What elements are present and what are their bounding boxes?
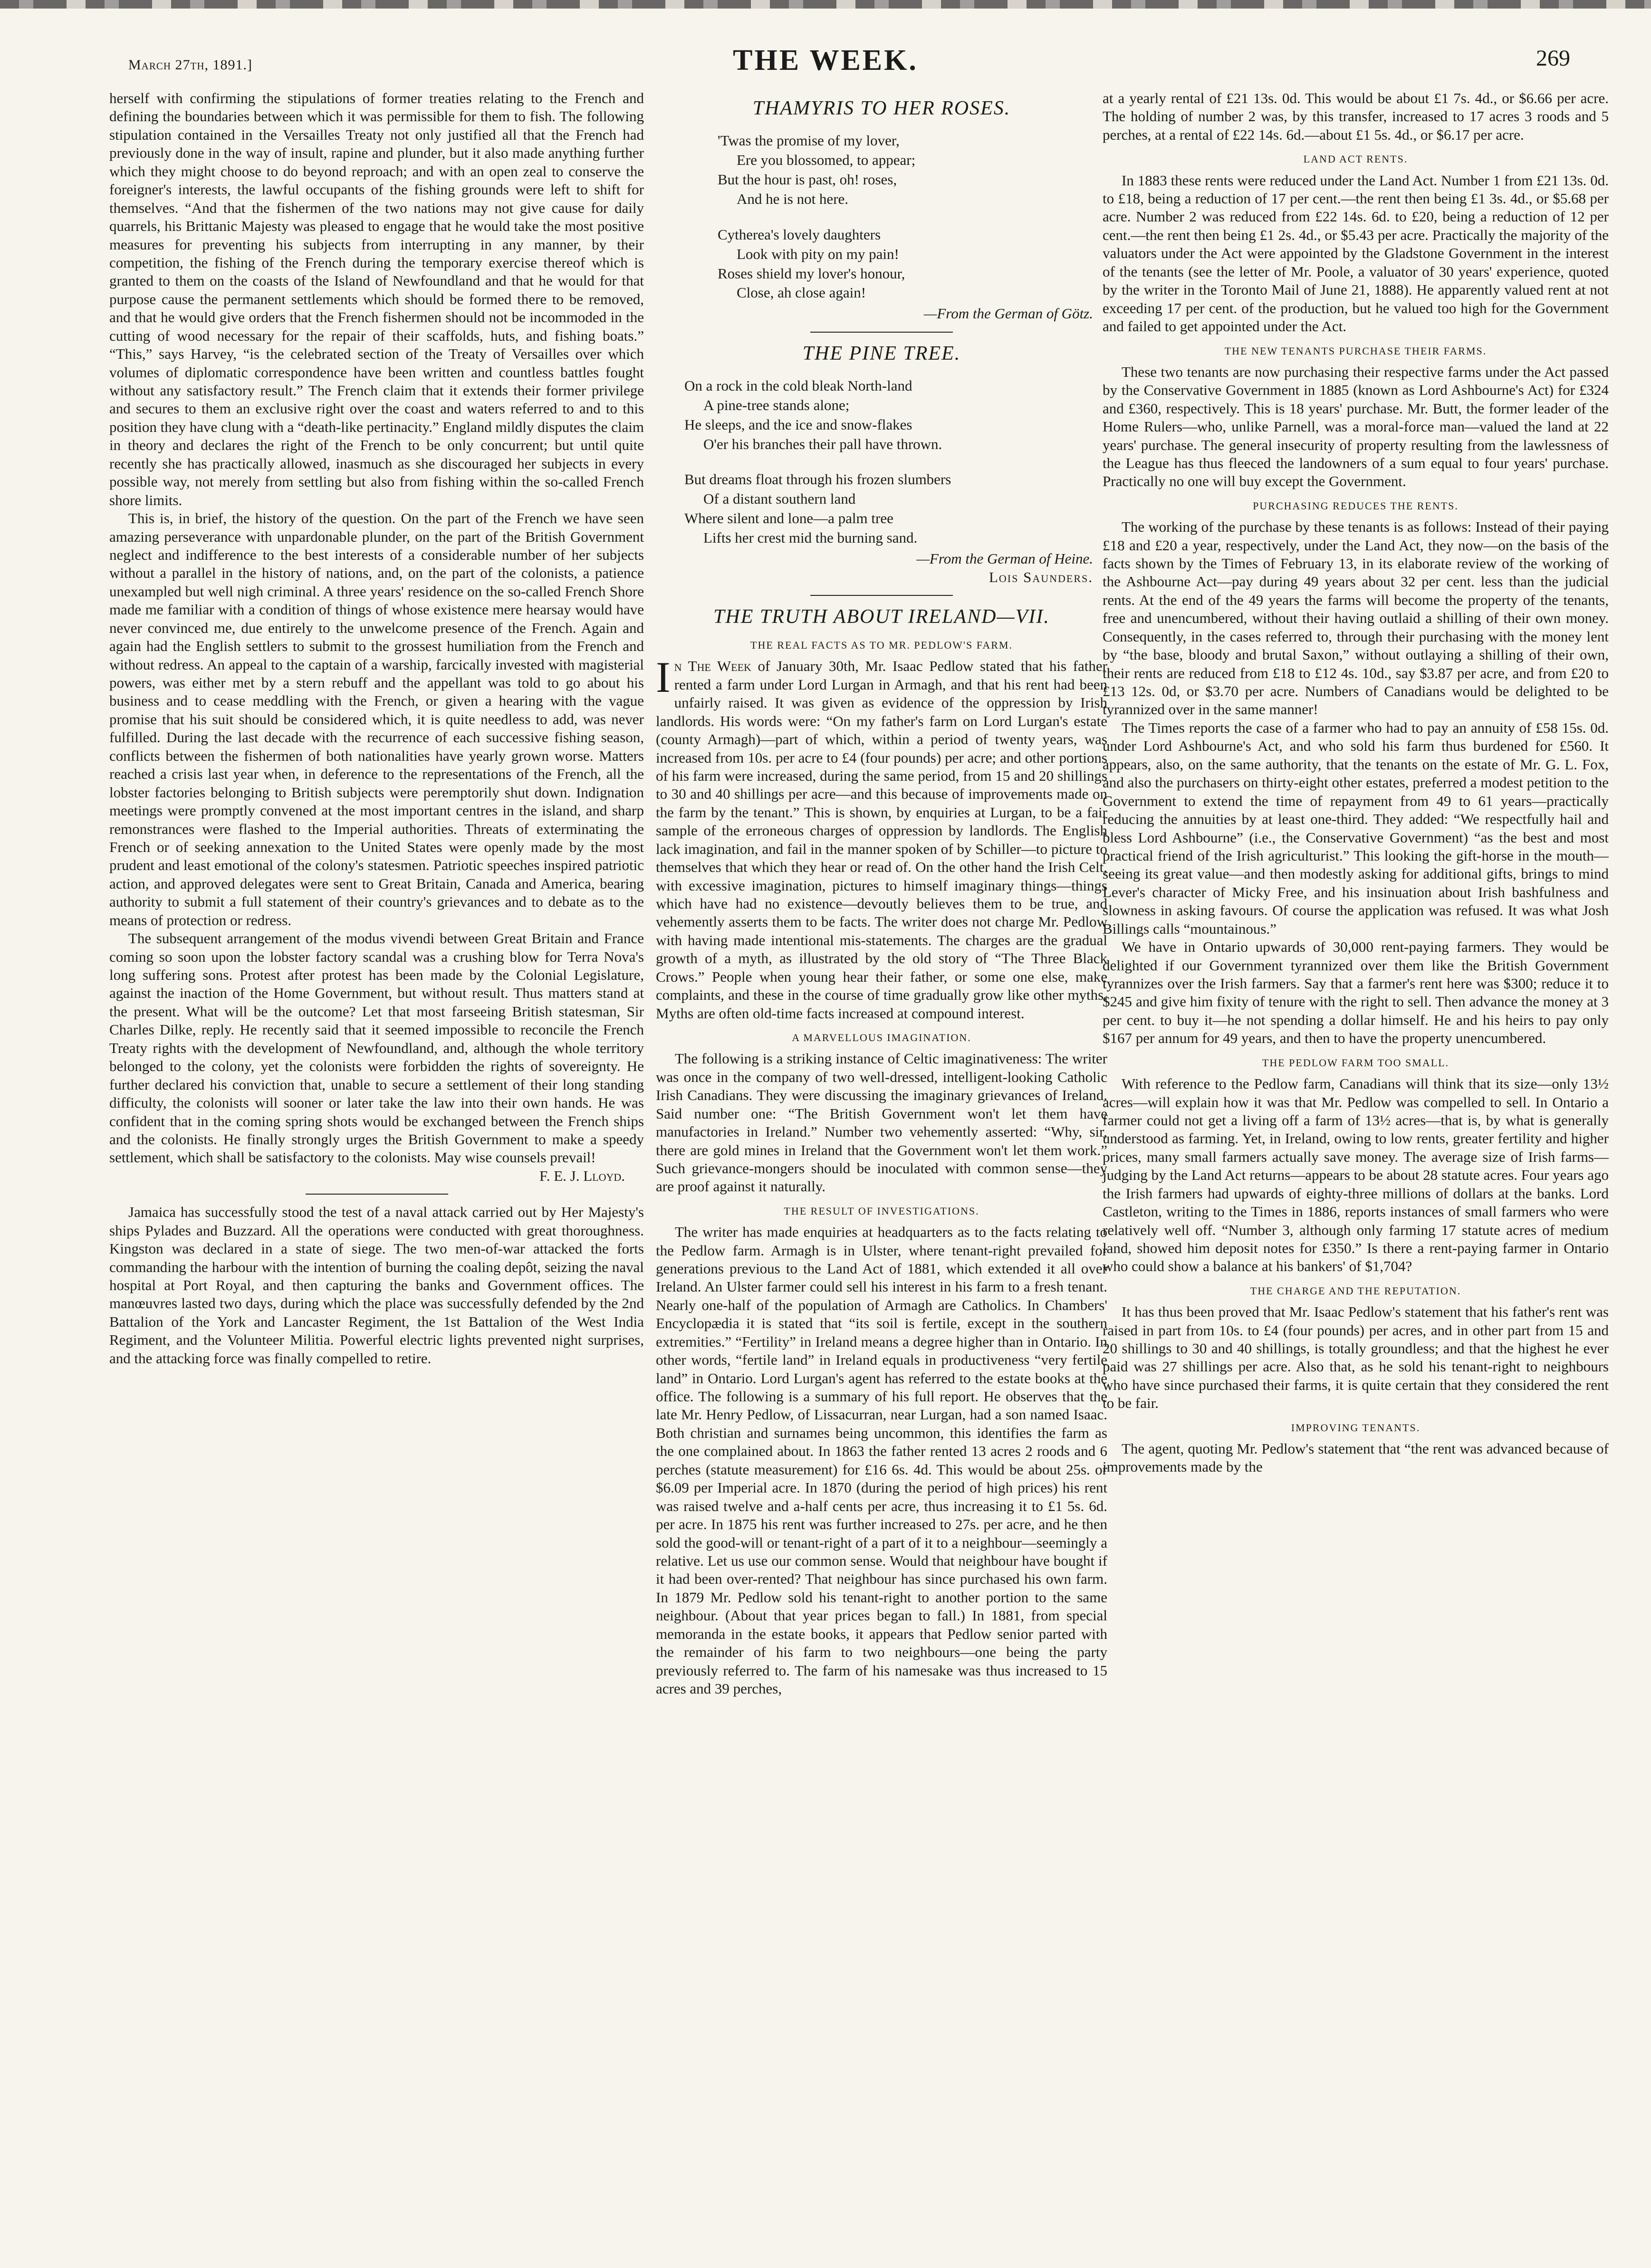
issue-date: March 27th, 1891.]	[128, 57, 253, 73]
poem-line: A pine-tree stands alone;	[703, 396, 850, 413]
paragraph: It has thus been proved that Mr. Isaac Pedlow's statement that his father's rent was raised in part from 10s. to £4 (four pounds) per acres, and in other part from 15 and 20 shillings to 30 and 40 shillings, is totally groundless; and that the highest he ever paid was 27 shillings per acre. Also that, as he sold his tenant-right to neighbours who have since purchased their farms, it is quite certain that they considered the rent to be fair.	[1103, 1303, 1609, 1412]
poem-line: Cytherea's lovely daughters	[718, 226, 881, 243]
poem-line: O'er his branches their pall have thrown.	[703, 435, 942, 452]
poem-line: Look with pity on my pain!	[737, 245, 899, 262]
masthead-title: THE WEEK.	[733, 44, 918, 77]
section-subhead: IMPROVING TENANTS.	[1291, 1421, 1421, 1434]
paragraph: The agent, quoting Mr. Pedlow's statement that “the rent was advanced because of improvements made by the	[1103, 1440, 1609, 1475]
poem-attribution: —From the German of Heine.	[916, 550, 1093, 567]
poem-line: And he is not here.	[737, 190, 849, 207]
poem-attribution: —From the German of Götz.	[923, 305, 1093, 322]
poem-line: 'Twas the promise of my lover,	[718, 132, 900, 149]
poem-line: Lifts her crest mid the burning sand.	[703, 529, 918, 546]
poem-title: THAMYRIS TO HER ROSES.	[752, 97, 1011, 119]
paragraph: The writer has made enquiries at headquarters as to the facts relating to the Pedlow farm. Armagh is in Ulster, where tenant-right prevailed for generations previous to the Land Act of 1881, which extended it all over Ireland. An Ulster farmer could sell his interest in his farm to a fresh tenant. Nearly one-half of the population of Armagh are Catholics. In Chambers' Encyclopædia it is stated that “its soil is fertile, except in the southern extremities.” “Fertility” in Ireland means a degree higher than in Ontario. In other words, “fertile land” in Ireland equals in productiveness “very fertile land” in Ontario. Lord Lurgan's agent has referred to the estate books at the office. The following is a summary of his full report. He observes that the late Mr. Henry Pedlow, of Lissacurran, near Lurgan, had a son named Isaac. Both christian and surnames being uncommon, this identifies the farm as the one complained about. In 1863 the father rented 13 acres 2 roods and 6 perches (statute measurement) for £16 6s. 4d. This would be about 25s. or $6.09 per Imperial acre. In 1870 (during the period of high prices) his rent was raised twelve and a-half cents per acre, thus increasing it to £1 5s. 6d. per acre. In 1875 his rent was further increased to 27s. per acre, and he then sold the good-will or tenant-right of a part of it to a neighbour—seemingly a relative. Let us use our common sense. Would that neighbour have bought if it had been over-rented? That neighbour has since purchased his own farm. In 1879 Mr. Pedlow sold his tenant-right to another portion to the same neighbour. (About that year prices began to fall.) In 1881, from special memoranda in the estate books, it appears that Pedlow senior parted with the remainder of his farm to two neighbours—one being the party previously referred to. The farm of his namesake was thus increased to 15 acres and 39 perches,	[656, 1224, 1107, 1697]
divider	[810, 332, 953, 333]
paragraph: The following is a striking instance of Celtic imaginativeness: The writer was once in the company of two well-dressed, intelligent-looking Catholic Irish Canadians. They were discussing the imaginary grievances of Ireland. Said number one: “The British Government won't let them have manufactories in Ireland.” Number two vehemently asserted: “Why, sir, there are gold mines in Ireland that the Government won't let them work.” Such grievance-mongers should be inoculated with common sense—they are proof against it naturally.	[656, 1050, 1107, 1195]
top-border	[0, 0, 1651, 9]
poem	[718, 131, 1107, 303]
poem	[684, 376, 1107, 548]
paragraph	[656, 653, 1107, 1023]
section-subhead: THE NEW TENANTS PURCHASE THEIR FARMS.	[1224, 345, 1487, 357]
paragraph: at a yearly rental of £21 13s. 0d. This would be about £1 7s. 4d., or $6.66 per acre. The holding of number 2 was, by this transfer, increased to 17 acres 3 roods and 5 perches, at a rental of £22 14s. 6d.—about £1 5s. 4d., or $6.17 per acre.	[1103, 90, 1609, 143]
paragraph: With reference to the Pedlow farm, Canadians will think that its size—only 13½ acres—will explain how it was that Mr. Pedlow was compelled to sell. In Ontario a farmer could not get a living off a farm of 13½ acres—that is, by what is generally understood as farming. Yet, in Ireland, owing to low rents, greater fertility and higher prices, many small farmers actually save money. The average size of Irish farms—judging by the Land Act returns—appears to be about 28 statute acres. Four years ago the Irish farmers had upwards of eighty-three millions of dollars at the banks. Lord Castleton, writing to the Times in 1886, reports instances of small farmers who were relatively well off. “Number 3, although only farming 17 statute acres of medium land, showed him deposit notes for £350.” Is there a rent-paying farmer in Ontario who could show a balance at his bankers' of $1,704?	[1103, 1075, 1609, 1275]
section-subhead: THE PEDLOW FARM TOO SMALL.	[1262, 1056, 1449, 1069]
poem-line: Roses shield my lover's honour,	[718, 265, 905, 282]
page-number: 269	[1536, 46, 1570, 71]
poem-line: Close, ah close again!	[737, 284, 866, 301]
drop-cap: I	[656, 653, 671, 702]
section-subhead: THE CHARGE AND THE REPUTATION.	[1250, 1284, 1461, 1297]
lead-words: n The Week	[674, 658, 751, 675]
poem-title: THE PINE TREE.	[802, 342, 961, 364]
column-2	[644, 89, 1126, 2256]
poem-line: But dreams float through his frozen slumbers	[684, 471, 951, 488]
poem-line: Of a distant southern land	[703, 490, 856, 507]
paragraph: The Times reports the case of a farmer who had to pay an annuity of £58 15s. 0d. under Lord Ashbourne's Act, and who sold his farm thus burdened for £560. It appears, also, on the same authority, that the tenants on the estate of Mr. G. L. Fox, and also the purchasers on thirty-eight other estates, preferred a modest petition to the Government to extend the time of repayment from 49 to 61 years—practically reducing the annuities by at least one-third. They added: “We respectfully hail and bless Lord Ashbourne” (i.e., the Conservative Government) “as the best and most practical friend of the Irish agriculturist.” This looking the gift-horse in the mouth—seeing its great value—and then modestly asking for additional gifts, brings to mind Lever's character of Micky Free, and his insinuation about Irish bashfulness and slowness in asking favours. Of course the application was refused. It was what Josh Billings calls “mountainous.”	[1103, 719, 1609, 937]
paragraph: The subsequent arrangement of the modus vivendi between Great Britain and France coming so soon upon the lobster factory scandal was a crushing blow for Terra Nova's long suffering sons. Protest after protest has been made by the Colonial Legislature, against the inaction of the Home Government, but without result. Thus matters stand at the present. What will be the outcome? Let that most farseeing British statesman, Sir Charles Dilke, reply. He recently said that it seemed impossible to reconcile the French Treaty rights with the development of Newfoundland, and, although the whole territory belonged to the colony, yet the colonists were forbidden the rights of sovereignty. He further declared his conviction that, unable to secure a settlement of their long standing difficulty, the colonists will sooner or later take the law into their own hands. He was confident that in the coming spring shots would be exchanged between the French ships and the colonists. He finally strongly urges the British Government to make a speedy settlement, which shall be satisfactory to the colonists. May wise counsels prevail!	[109, 930, 644, 1166]
section-subhead: THE REAL FACTS AS TO MR. PEDLOW'S FARM.	[750, 639, 1013, 651]
signature: F. E. J. Lloyd.	[539, 1167, 625, 1184]
paragraph: The working of the purchase by these tenants is as follows: Instead of their paying £18 and £20 a year, respectively, under the Land Act, they now—on the basis of the facts shown by the Times of February 13, in its elaborate review of the working of the Ashbourne Act—pay during 49 years about 32 per cent. less than the judicial rents. At the end of the 49 years the farms will become the property of the tenants, free and unencumbered, without their having outlaid a shilling of their own money. Consequently, in the cases referred to, through their purchasing with the money lent by “the base, bloody and brutal Saxon,” without outlaying a shilling of their own, their rents are reduced from £18 to £12 4s. 10d., say $3.87 per acre, and from £20 to £13 12s. 0d, or $3.70 per acre. Numbers of Canadians would be delighted to be tyrannized over in the same manner!	[1103, 518, 1609, 718]
poem-author: Lois Saunders.	[989, 568, 1093, 585]
paragraph: herself with confirming the stipulations of former treaties relating to the French and defining the boundaries between which it was permissible for them to fish. The following stipulation contained in the Versailles Treaty not only justified all that the French had previously done in the way of insult, rapine and plunder, but it also made anything further which they might choose to do beyond reproach; and with an open zeal to conserve the foreigner's interests, the lawful occupants of the fishing grounds were left to shift for themselves. “And that the fishermen of the two nations may not give cause for daily quarrels, his Brittanic Majesty was pleased to engage that he would take the most positive measures for preventing his subjects from interrupting in any manner, by their competition, the fishing of the French during the temporary exercise thereof which is granted to them on the coasts of the Island of Newfoundland and that he would for that purpose cause the permanent settlements which should be formed there to be removed, and that he would give orders that the French fishermen should not be incommoded in the cutting of wood necessary for the repair of their scaffolds, huts, and fishing boats.” “This,” says Harvey, “is the celebrated section of the Treaty of Versailles over which volumes of diplomatic correspondence have been written and countless battles fought without any satisfactory result.” The French claim that it extends their former privilege and secures to them an exclusive right over the coast and waters referred to and to this position they have clung with a “death-like pertinacity.” England mildly disputes the claim in theory and declares the right of the French to be only concurrent; but until quite recently she has practically allowed, inasmuch as she discouraged her subjects in every possible way, not merely from settling but also from fishing within the so-called French shore limits.	[109, 90, 644, 508]
poem-line: Where silent and lone—a palm tree	[684, 510, 893, 527]
section-subhead: PURCHASING REDUCES THE RENTS.	[1253, 499, 1459, 512]
paragraph: We have in Ontario upwards of 30,000 rent-paying farmers. They would be delighted if our Government tyrannized over them like the British Government tyrannizes over the Irish farmers. Say that a farmer's rent here was $300; reduce it to $245 and give him fixity of tenure with the right to sell. Then advance the money at 3 per cent. to buy it—he not spending a dollar himself. He and his heirs to pay only $167 per annum for 49 years, and then to have the property unencumbered.	[1103, 938, 1609, 1047]
column-1	[109, 89, 644, 2256]
section-subhead: LAND ACT RENTS.	[1303, 153, 1408, 165]
article-title: THE TRUTH ABOUT IRELAND—VII.	[713, 605, 1050, 628]
section-subhead: THE RESULT OF INVESTIGATIONS.	[784, 1205, 979, 1217]
paragraph-text: of January 30th, Mr. Isaac Pedlow stated that his father rented a farm under Lord Lurgan in Armagh, and that his rent had been unfairly raised. It was given as evidence of the oppression by Irish landlords. His words were: “On my father's farm on Lord Lurgan's estate (county Armagh)—part of which, within a period of twenty years, was increased from 10s. per acre to £4 (four pounds) per acre; and other portions of his farm were increased, during the same period, from 15 and 20 shillings to 30 and 40 shillings per acre—and this because of improvements made on the farm by the tenant.” This is shown, by enquiries at Lurgan, to be a fair sample of the erroneous charges of oppression by landlords. The English lack imagination, and fail in the manner spoken of by Schiller—to picture to themselves that which they hear or read of. On the other hand the Irish Celt, with excessive imagination, pictures to himself imaginary things—things which have had no existence—devoutly believes them to be true, and vehemently asserts them to be facts. The writer does not charge Mr. Pedlow with having made intentional mis-statements. The charges are the gradual growth of a myth, as illustrated by the old story of “The Three Black Crows.” People when young hear their father, or some one else, make complaints, and these in the course of time gradually grow like other myths. Myths are often old-time facts increased at compound interest.	[656, 658, 1107, 1022]
divider	[306, 1194, 448, 1195]
poem-line: He sleeps, and the ice and snow-flakes	[684, 416, 912, 433]
paragraph: Jamaica has successfully stood the test of a naval attack carried out by Her Majesty's ships Pylades and Buzzard. All the operations were conducted with great thoroughness. Kingston was declared in a state of siege. The two men-of-war attacked the forts commanding the harbour with the intention of burning the coaling depôt, seizing the naval hospital at Port Royal, and then capturing the banks and Government offices. The manœuvres lasted two days, during which the place was successfully defended by the 2nd Battalion of the York and Lancaster Regiment, the 1st Battalion of the West India Regiment, and the Volunteer Militia. Powerful electric lights prevented night surprises, and the attacking force was finally compelled to retire.	[109, 1204, 644, 1367]
paragraph: This is, in brief, the history of the question. On the part of the French we have seen amazing perseverance with unpardonable plunder, on the part of the British Government neglect and indifference to the best interests of a considerable number of her subjects without a parallel in the history of nations, and, on the part of the colonists, a patience unexampled but well nigh criminal. A three years' residence on the so-called French Shore made me familiar with a condition of things of whose existence mere hearsay would have never convinced me, due entirely to the unwelcome presence of the French. Again and again had the English settlers to submit to the grossest humiliation from the French and without redress. An appeal to the captain of a warship, farcically invested with magisterial powers, was either met by a stern rebuff and the appellant was told to go about his business and to cease meddling with the French, or given a hearing with the vague promise that his suit should be considered which, it is quite needless to add, was never fulfilled. During the last decade with the recurrence of each successive fishing season, conflicts between the fishermen of both nationalities have yearly grown worse. Matters reached a crisis last year when, in deference to the representations of the French, all the lobster factories belonging to British subjects were peremptorily shut down. Indignation meetings were promptly convened at the most important centres in the island, and sharp remonstrances were flashed to the Imperial authorities. Threats of exterminating the French or of seeking annexation to the United States were openly made by the most prudent and least emotional of the colony's statesmen. Patriotic speeches inspired patriotic action, and approved delegates were sent to Great Britain, Canada and America, bearing authority to submit a full statement of their country's grievances and to debate as to the means of protection or redress.	[109, 510, 644, 928]
paragraph: In 1883 these rents were reduced under the Land Act. Number 1 from £21 13s. 0d. to £18, being a reduction of 17 per cent.—the rent then being £1 3s. 4d., or $5.68 per acre. Number 2 was reduced from £22 14s. 6d. to £20, being a reduction of 12 per cent.—the rent then being £1 2s. 4d., or $5.43 per acre. Practically the majority of the valuators under the Act were appointed by the Gladstone Government in the interest of the tenants (see the letter of Mr. Poole, a valuator of 30 years' experience, quoted by the writer in the Toronto Mail of June 21, 1888). He apparently valued rent at not exceeding 17 per cent. of the production, but he valued too high for the Government and failed to get appointed under the Act.	[1103, 172, 1609, 335]
divider	[810, 595, 953, 596]
poem-line: On a rock in the cold bleak North-land	[684, 377, 912, 394]
column-3	[1095, 89, 1609, 2256]
poem-line: But the hour is past, oh! roses,	[718, 171, 897, 188]
section-subhead: A MARVELLOUS IMAGINATION.	[792, 1032, 971, 1044]
paragraph: These two tenants are now purchasing their respective farms under the Act passed by the Conservative Government in 1885 (known as Lord Ashbourne's Act) for £324 and £360, respectively. This is 18 years' purchase. Mr. Butt, the former leader of the Home Rulers—who, unlike Parnell, was a moral-force man—valued the land at 22 years' purchase. The general insecurity of property resulting from the lawlessness of the League has thus fleeced the landowners of a sum equal to four years' purchase. Practically no one will buy except the Government.	[1103, 363, 1609, 490]
poem-line: Ere you blossomed, to appear;	[737, 151, 916, 168]
